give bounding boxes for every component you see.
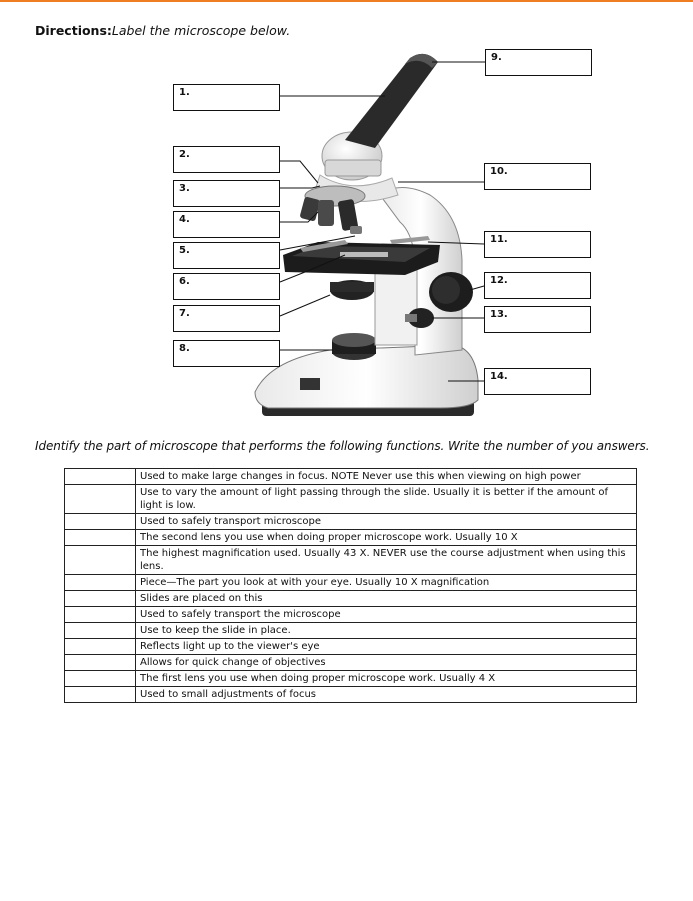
function-description: Use to keep the slide in place. bbox=[136, 623, 637, 639]
answer-cell[interactable] bbox=[65, 655, 136, 671]
answer-cell[interactable] bbox=[65, 469, 136, 485]
table-row bbox=[65, 623, 637, 639]
label-box-8[interactable]: 8. bbox=[173, 340, 280, 367]
label-box-13[interactable]: 13. bbox=[484, 306, 591, 333]
answer-cell[interactable] bbox=[65, 514, 136, 530]
table-row bbox=[65, 655, 637, 671]
label-box-11[interactable]: 11. bbox=[484, 231, 591, 258]
label-box-14[interactable]: 14. bbox=[484, 368, 591, 395]
table-row bbox=[65, 687, 637, 703]
directions-text: Label the microscope below. bbox=[111, 23, 291, 38]
answer-cell[interactable] bbox=[65, 687, 136, 703]
function-description: Piece—The part you look at with your eye. Usually 10 X magnification bbox=[136, 575, 637, 591]
label-box-2[interactable]: 2. bbox=[173, 146, 280, 173]
table-row bbox=[65, 469, 637, 485]
objective-lenses bbox=[299, 196, 362, 234]
directions-label: Directions: bbox=[35, 23, 112, 38]
table-row bbox=[65, 607, 637, 623]
answer-cell[interactable] bbox=[65, 591, 136, 607]
function-description: Reflects light up to the viewer's eye bbox=[136, 639, 637, 655]
function-description: Slides are placed on this bbox=[136, 591, 637, 607]
table-row bbox=[65, 639, 637, 655]
functions-table bbox=[64, 468, 637, 703]
coarse-focus-knob bbox=[429, 272, 473, 312]
answer-cell[interactable] bbox=[65, 607, 136, 623]
instruction-text: Identify the part of microscope that performs the following functions. Write the number of you answers. bbox=[35, 439, 650, 453]
answer-cell[interactable] bbox=[65, 623, 136, 639]
answer-cell[interactable] bbox=[65, 575, 136, 591]
label-box-3[interactable]: 3. bbox=[173, 180, 280, 207]
answer-cell[interactable] bbox=[65, 485, 136, 514]
answer-cell[interactable] bbox=[65, 639, 136, 655]
function-description: Used to safely transport microscope bbox=[136, 514, 637, 530]
function-description: The second lens you use when doing proper microscope work. Usually 10 X bbox=[136, 530, 637, 546]
label-box-7[interactable]: 7. bbox=[173, 305, 280, 332]
table-row bbox=[65, 546, 637, 575]
label-box-5[interactable]: 5. bbox=[173, 242, 280, 269]
label-box-1[interactable]: 1. bbox=[173, 84, 280, 111]
diaphragm bbox=[330, 280, 374, 300]
eyepiece-tube bbox=[345, 54, 438, 148]
label-box-6[interactable]: 6. bbox=[173, 273, 280, 300]
label-box-12[interactable]: 12. bbox=[484, 272, 591, 299]
answer-cell[interactable] bbox=[65, 546, 136, 575]
table-row bbox=[65, 591, 637, 607]
function-description: Used to safely transport the microscope bbox=[136, 607, 637, 623]
label-box-10[interactable]: 10. bbox=[484, 163, 591, 190]
function-description: The highest magnification used. Usually 43 X. NEVER use the course adjustment when using this lens. bbox=[136, 546, 637, 575]
answer-cell[interactable] bbox=[65, 671, 136, 687]
function-description: Used to make large changes in focus. NOTE Never use this when viewing on high power bbox=[136, 469, 637, 485]
label-box-9[interactable]: 9. bbox=[485, 49, 592, 76]
table-row bbox=[65, 530, 637, 546]
table-row bbox=[65, 485, 637, 514]
table-row bbox=[65, 671, 637, 687]
light-source bbox=[332, 333, 376, 360]
answer-cell[interactable] bbox=[65, 530, 136, 546]
functions-table-body bbox=[65, 469, 637, 703]
table-row bbox=[65, 514, 637, 530]
function-description: Allows for quick change of objectives bbox=[136, 655, 637, 671]
function-description: Used to small adjustments of focus bbox=[136, 687, 637, 703]
function-description: The first lens you use when doing proper microscope work. Usually 4 X bbox=[136, 671, 637, 687]
label-box-4[interactable]: 4. bbox=[173, 211, 280, 238]
table-row bbox=[65, 575, 637, 591]
function-description: Use to vary the amount of light passing through the slide. Usually it is better if the amount of light is low. bbox=[136, 485, 637, 514]
